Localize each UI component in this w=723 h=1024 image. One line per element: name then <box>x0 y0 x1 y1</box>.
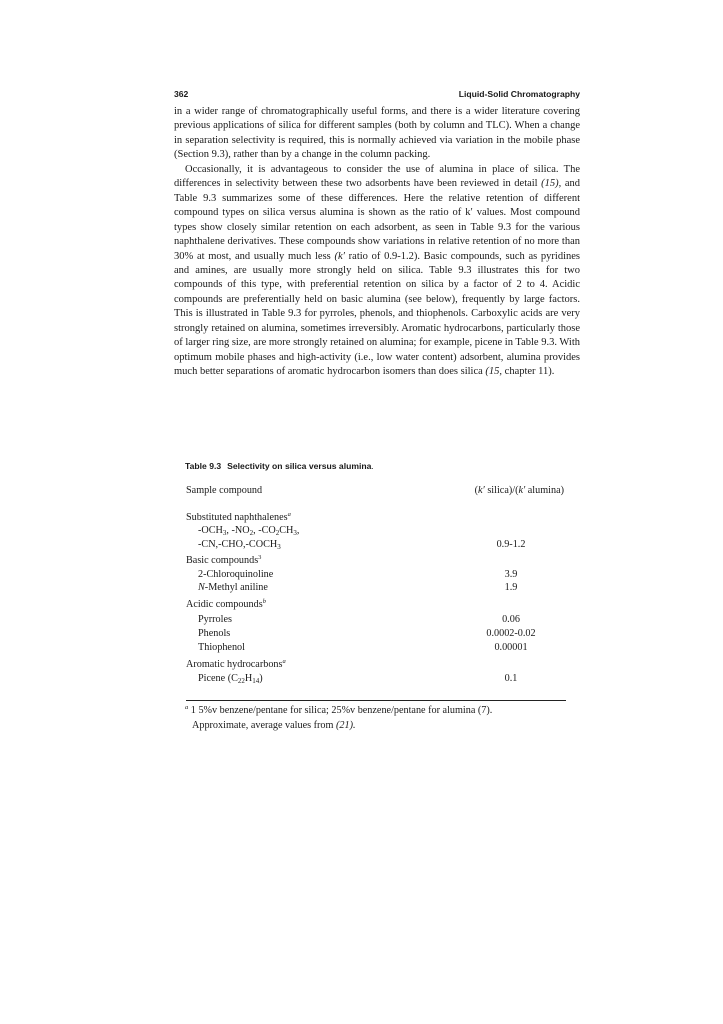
table-footnotes <box>185 703 580 733</box>
paragraph-2-text-b: and Table 9.3 summarizes some of these differences. Here the relative retention of different compound types on silica versus alumina is shown as the ratio of k′ values. Most compound types show closely similar retention on each adsorbent, as seen in Table 9.3 for the various naphthalene derivatives. These compounds show variations in relative retention of no more than 30% at most, and usually much less <box>174 178 580 262</box>
group-row-basic <box>186 555 566 568</box>
group-label <box>186 512 291 523</box>
table-row <box>186 539 566 552</box>
compound-name-text: -Methyl aniline <box>204 582 268 593</box>
footnote-mark: a <box>185 704 189 711</box>
footnote-mark: a <box>282 658 286 665</box>
footnote-mark: 3 <box>258 554 262 561</box>
paragraph-2-text-c: ratio of 0.9-1.2). Basic compounds, such as pyridines and amines, are usually more strongly held on silica. Table 9.3 illustrates this for two compounds of this type, with preferential retention on silica by a factor of 2 to 4. Acidic compounds are preferentially held on basic alumina (see below), frequently by large factors. This is illustrated in Table 9.3 for pyrroles, phenols, and thiophenols. Carboxylic acids are very strongly retained on alumina, sometimes irreversibly. Aromatic hydrocarbons, particularly those of larger ring size, are more strongly retained on alumina; for example, picene in Table 9.3. With optimum mobile phases and high-activity (i.e., low water content) adsorbent, alumina provides much better separations of aromatic hydrocarbon isomers than does silica <box>174 250 580 378</box>
footnote-mark: a <box>287 511 291 518</box>
group-label <box>186 599 266 610</box>
page-number: 362 <box>174 89 189 99</box>
footnote-a <box>185 703 580 718</box>
group-label-text: Acidic compounds <box>186 599 263 610</box>
group-label <box>186 555 261 566</box>
running-title: Liquid-Solid Chromatography <box>458 89 580 99</box>
compound-name: Picene $(C_{22}H_{14})$ <box>198 673 263 685</box>
compound-name: Pyrroles <box>198 614 232 625</box>
table-header-row <box>186 485 566 498</box>
col-header-ratio: (k′ silica)/(k′ alumina) <box>474 485 564 496</box>
group-label-text: Basic compounds <box>186 555 259 566</box>
compound-name-italic: N <box>198 582 205 593</box>
footnote-a-text: 1 5%v benzene/pentane for silica; 25%v benzene/pentane for alumina (7). <box>188 705 493 716</box>
table-row <box>186 525 566 538</box>
citation-21: (21). <box>335 720 356 731</box>
compound-name: Thiophenol <box>198 642 245 653</box>
group-row-acidic <box>186 599 566 612</box>
col-header-compound: Sample compound <box>186 485 263 496</box>
citation-15: (15), <box>541 178 562 190</box>
ratio-value: 0.1 <box>504 673 518 684</box>
citation-15b: (15, <box>485 366 503 378</box>
compound-name <box>186 582 268 593</box>
paragraph-1: in a wider range of chromatographically useful forms, and there is a wider literature covering previous applications of silica for different samples (both by column and TLC). When a change in separation selectivity is required, this is normally achieved via variation in the mobile phase (Section 9.3), rather than by a change in the column packing. <box>174 106 580 161</box>
footnote-b-text: Approximate, average values from <box>192 720 336 731</box>
paragraph-2 <box>174 163 580 380</box>
table-bottom-rule <box>186 700 566 701</box>
table-label: Table 9.3 <box>185 461 222 471</box>
compound-name: 2-Chloroquinoline <box>198 569 274 580</box>
ratio-value: 1.9 <box>504 582 518 593</box>
ratio-value: 0.9-1.2 <box>496 539 526 550</box>
table-title: Selectivity on silica versus alumina <box>227 461 372 471</box>
footnote-mark: b <box>262 598 266 605</box>
table-row <box>186 628 566 641</box>
table-row <box>186 569 566 582</box>
k-prime-ref: (k′ <box>334 250 345 262</box>
substituent-list-2: $-CN,-CHO,-COCH_3$ <box>198 539 281 551</box>
table-row <box>186 673 566 686</box>
substituent-list-1: $-OCH_3$, $-NO_2$, $-CO_2CH_3$, <box>198 525 300 537</box>
group-label <box>186 659 286 670</box>
body-text <box>174 105 580 380</box>
ratio-value: 0.00001 <box>494 642 528 653</box>
ratio-value: 0.06 <box>502 614 520 625</box>
table-caption <box>185 461 575 471</box>
ratio-value: 0.0002-0.02 <box>486 628 536 639</box>
table-title-period: . <box>371 461 374 471</box>
group-label-text: Substituted naphthalenes <box>186 512 288 523</box>
paragraph-2-text-a: Occasionally, it is advantageous to consider the use of alumina in place of silica. The differences in selectivity between these two adsorbents have been reviewed in detail <box>174 163 580 190</box>
table-row <box>186 582 566 595</box>
running-head <box>174 89 580 103</box>
group-row-naphthalenes <box>186 512 566 525</box>
compound-name: Phenols <box>198 628 231 639</box>
table-row <box>186 642 566 655</box>
footnote-b <box>185 718 580 733</box>
table-row <box>186 614 566 627</box>
group-label-text: Aromatic hydrocarbons <box>186 659 283 670</box>
group-row-aromatic <box>186 659 566 672</box>
paragraph-2-text-d: chapter 11). <box>502 366 555 378</box>
ratio-value: 3.9 <box>504 569 518 580</box>
